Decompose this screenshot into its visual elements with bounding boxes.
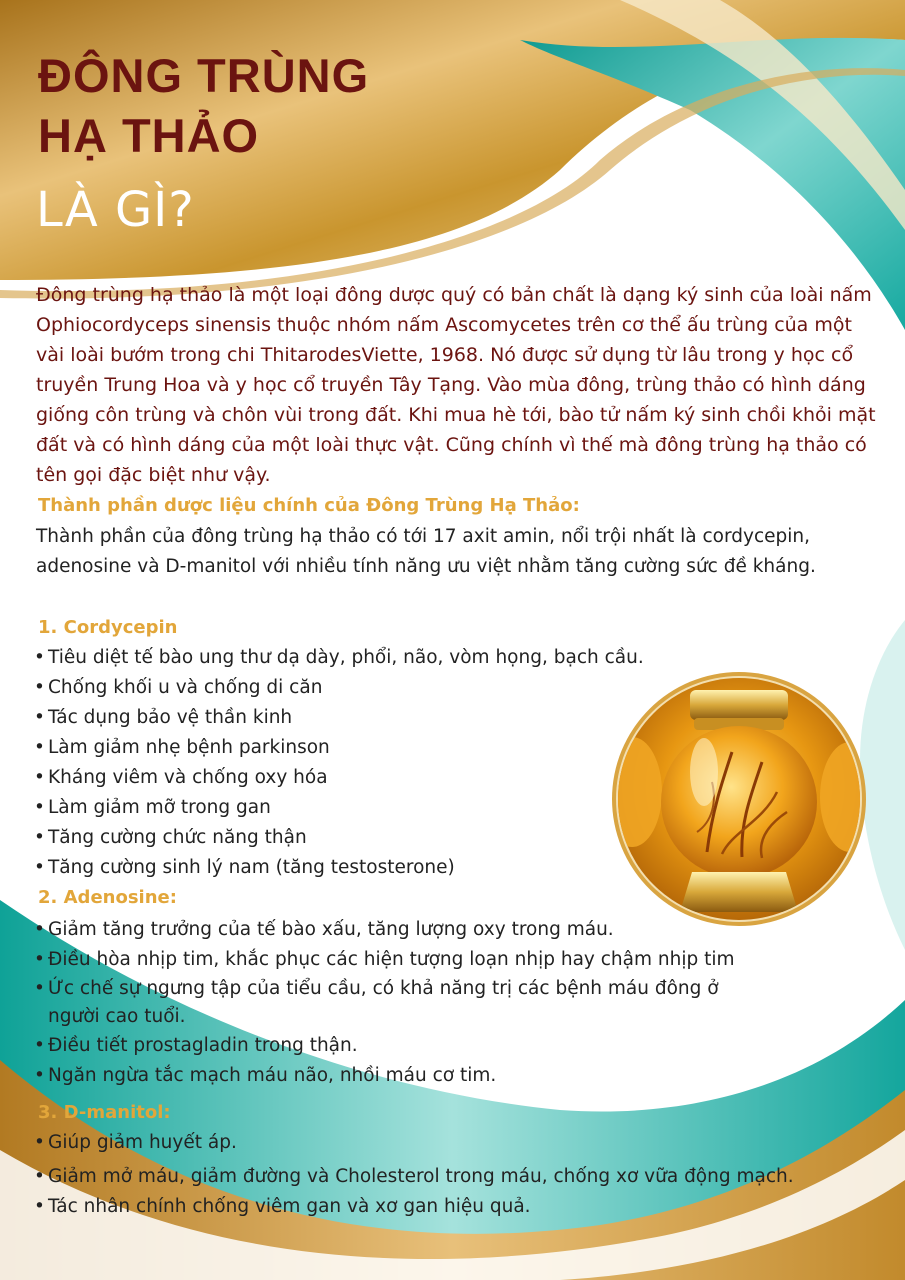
bullet-icon: • xyxy=(34,1132,45,1153)
list-item: • Làm giảm mỡ trong gan xyxy=(34,793,644,823)
bullet-icon: • xyxy=(34,1166,45,1187)
bullet-icon: • xyxy=(34,647,45,668)
bullet-icon: • xyxy=(34,707,45,728)
cordyceps-jar-photo-icon xyxy=(612,672,866,926)
dmanitol-list xyxy=(34,1128,794,1222)
bullet-icon: • xyxy=(34,857,45,878)
components-text: Thành phần của đông trùng hạ thảo có tới 17 axit amin, nổi trội nhất là cordycepin, adenosine và D-manitol với nhiều tính năng ưu việt nhằm tăng cường sức đề kháng. xyxy=(36,526,816,577)
list-item: • Điều hòa nhịp tim, khắc phục các hiện tượng loạn nhịp hay chậm nhịp tim xyxy=(34,945,735,975)
list-item: • Tăng cường sinh lý nam (tăng testosterone) xyxy=(34,853,644,883)
components-heading: Thành phần dược liệu chính của Đông Trùng Hạ Thảo: xyxy=(38,495,580,516)
adenosine-heading: 2. Adenosine: xyxy=(38,887,177,908)
list-item: • Ức chế sự ngưng tập của tiểu cầu, có khả năng trị các bệnh máu đông ở người cao tuổi. xyxy=(34,975,735,1031)
bullet-icon: • xyxy=(34,1196,45,1217)
dmanitol-heading: 3. D-manitol: xyxy=(38,1102,171,1123)
bullet-icon: • xyxy=(34,919,45,940)
bullet-icon: • xyxy=(34,949,45,970)
cordycepin-heading: 1. Cordycepin xyxy=(38,617,178,638)
list-item: • Tác dụng bảo vệ thần kinh xyxy=(34,703,644,733)
list-item: • Giảm mở máu, giảm đường và Cholesterol trong máu, chống xơ vữa động mạch. xyxy=(34,1162,794,1192)
bullet-icon: • xyxy=(34,827,45,848)
list-item: • Ngăn ngừa tắc mạch máu não, nhồi máu cơ tim. xyxy=(34,1061,735,1091)
title-line-3: LÀ GÌ? xyxy=(36,182,195,238)
adenosine-list xyxy=(34,915,735,1091)
intro-paragraph: Đông trùng hạ thảo là một loại đông dược quý có bản chất là dạng ký sinh của loài nấm Ophiocordyceps sinensis thuộc nhóm nấm Ascomycetes trên cơ thể ấu trùng của một vài loài bướm trong chi ThitarodesViette, 1968. Nó được sử dụng từ lâu trong y học cổ truyền Trung Hoa và y học cổ truyền Tây Tạng. Vào mùa đông, trùng thảo có hình dáng giống côn trùng và chôn vùi trong đất. Khi mua hè tới, bào tử nấm ký sinh chồi khỏi mặt đất và có hình dáng của một loài thực vật. Cũng chính vì thế mà đông trùng hạ thảo có tên gọi đặc biệt như vậy. xyxy=(36,284,876,486)
bullet-icon: • xyxy=(34,978,45,999)
list-item: • Làm giảm nhẹ bệnh parkinson xyxy=(34,733,644,763)
list-item: • Giúp giảm huyết áp. xyxy=(34,1128,794,1158)
list-item: • Tăng cường chức năng thận xyxy=(34,823,644,853)
title-line-1: ĐÔNG TRÙNG xyxy=(38,49,370,102)
list-item: • Kháng viêm và chống oxy hóa xyxy=(34,763,644,793)
list-item: • Chống khối u và chống di căn xyxy=(34,673,644,703)
list-item: • Tác nhân chính chống viêm gan và xơ gan hiệu quả. xyxy=(34,1192,794,1222)
list-item: • Giảm tăng trưởng của tế bào xấu, tăng lượng oxy trong máu. xyxy=(34,915,735,945)
bullet-icon: • xyxy=(34,677,45,698)
title-line-2: HẠ THẢO xyxy=(38,109,260,162)
bullet-icon: • xyxy=(34,797,45,818)
bullet-icon: • xyxy=(34,1035,45,1056)
cordycepin-list xyxy=(34,643,644,883)
bullet-icon: • xyxy=(34,737,45,758)
list-item: • Điều tiết prostagladin trong thận. xyxy=(34,1031,735,1061)
list-item: • Tiêu diệt tế bào ung thư dạ dày, phổi, não, vòm họng, bạch cầu. xyxy=(34,643,644,673)
bullet-icon: • xyxy=(34,767,45,788)
bullet-icon: • xyxy=(34,1065,45,1086)
